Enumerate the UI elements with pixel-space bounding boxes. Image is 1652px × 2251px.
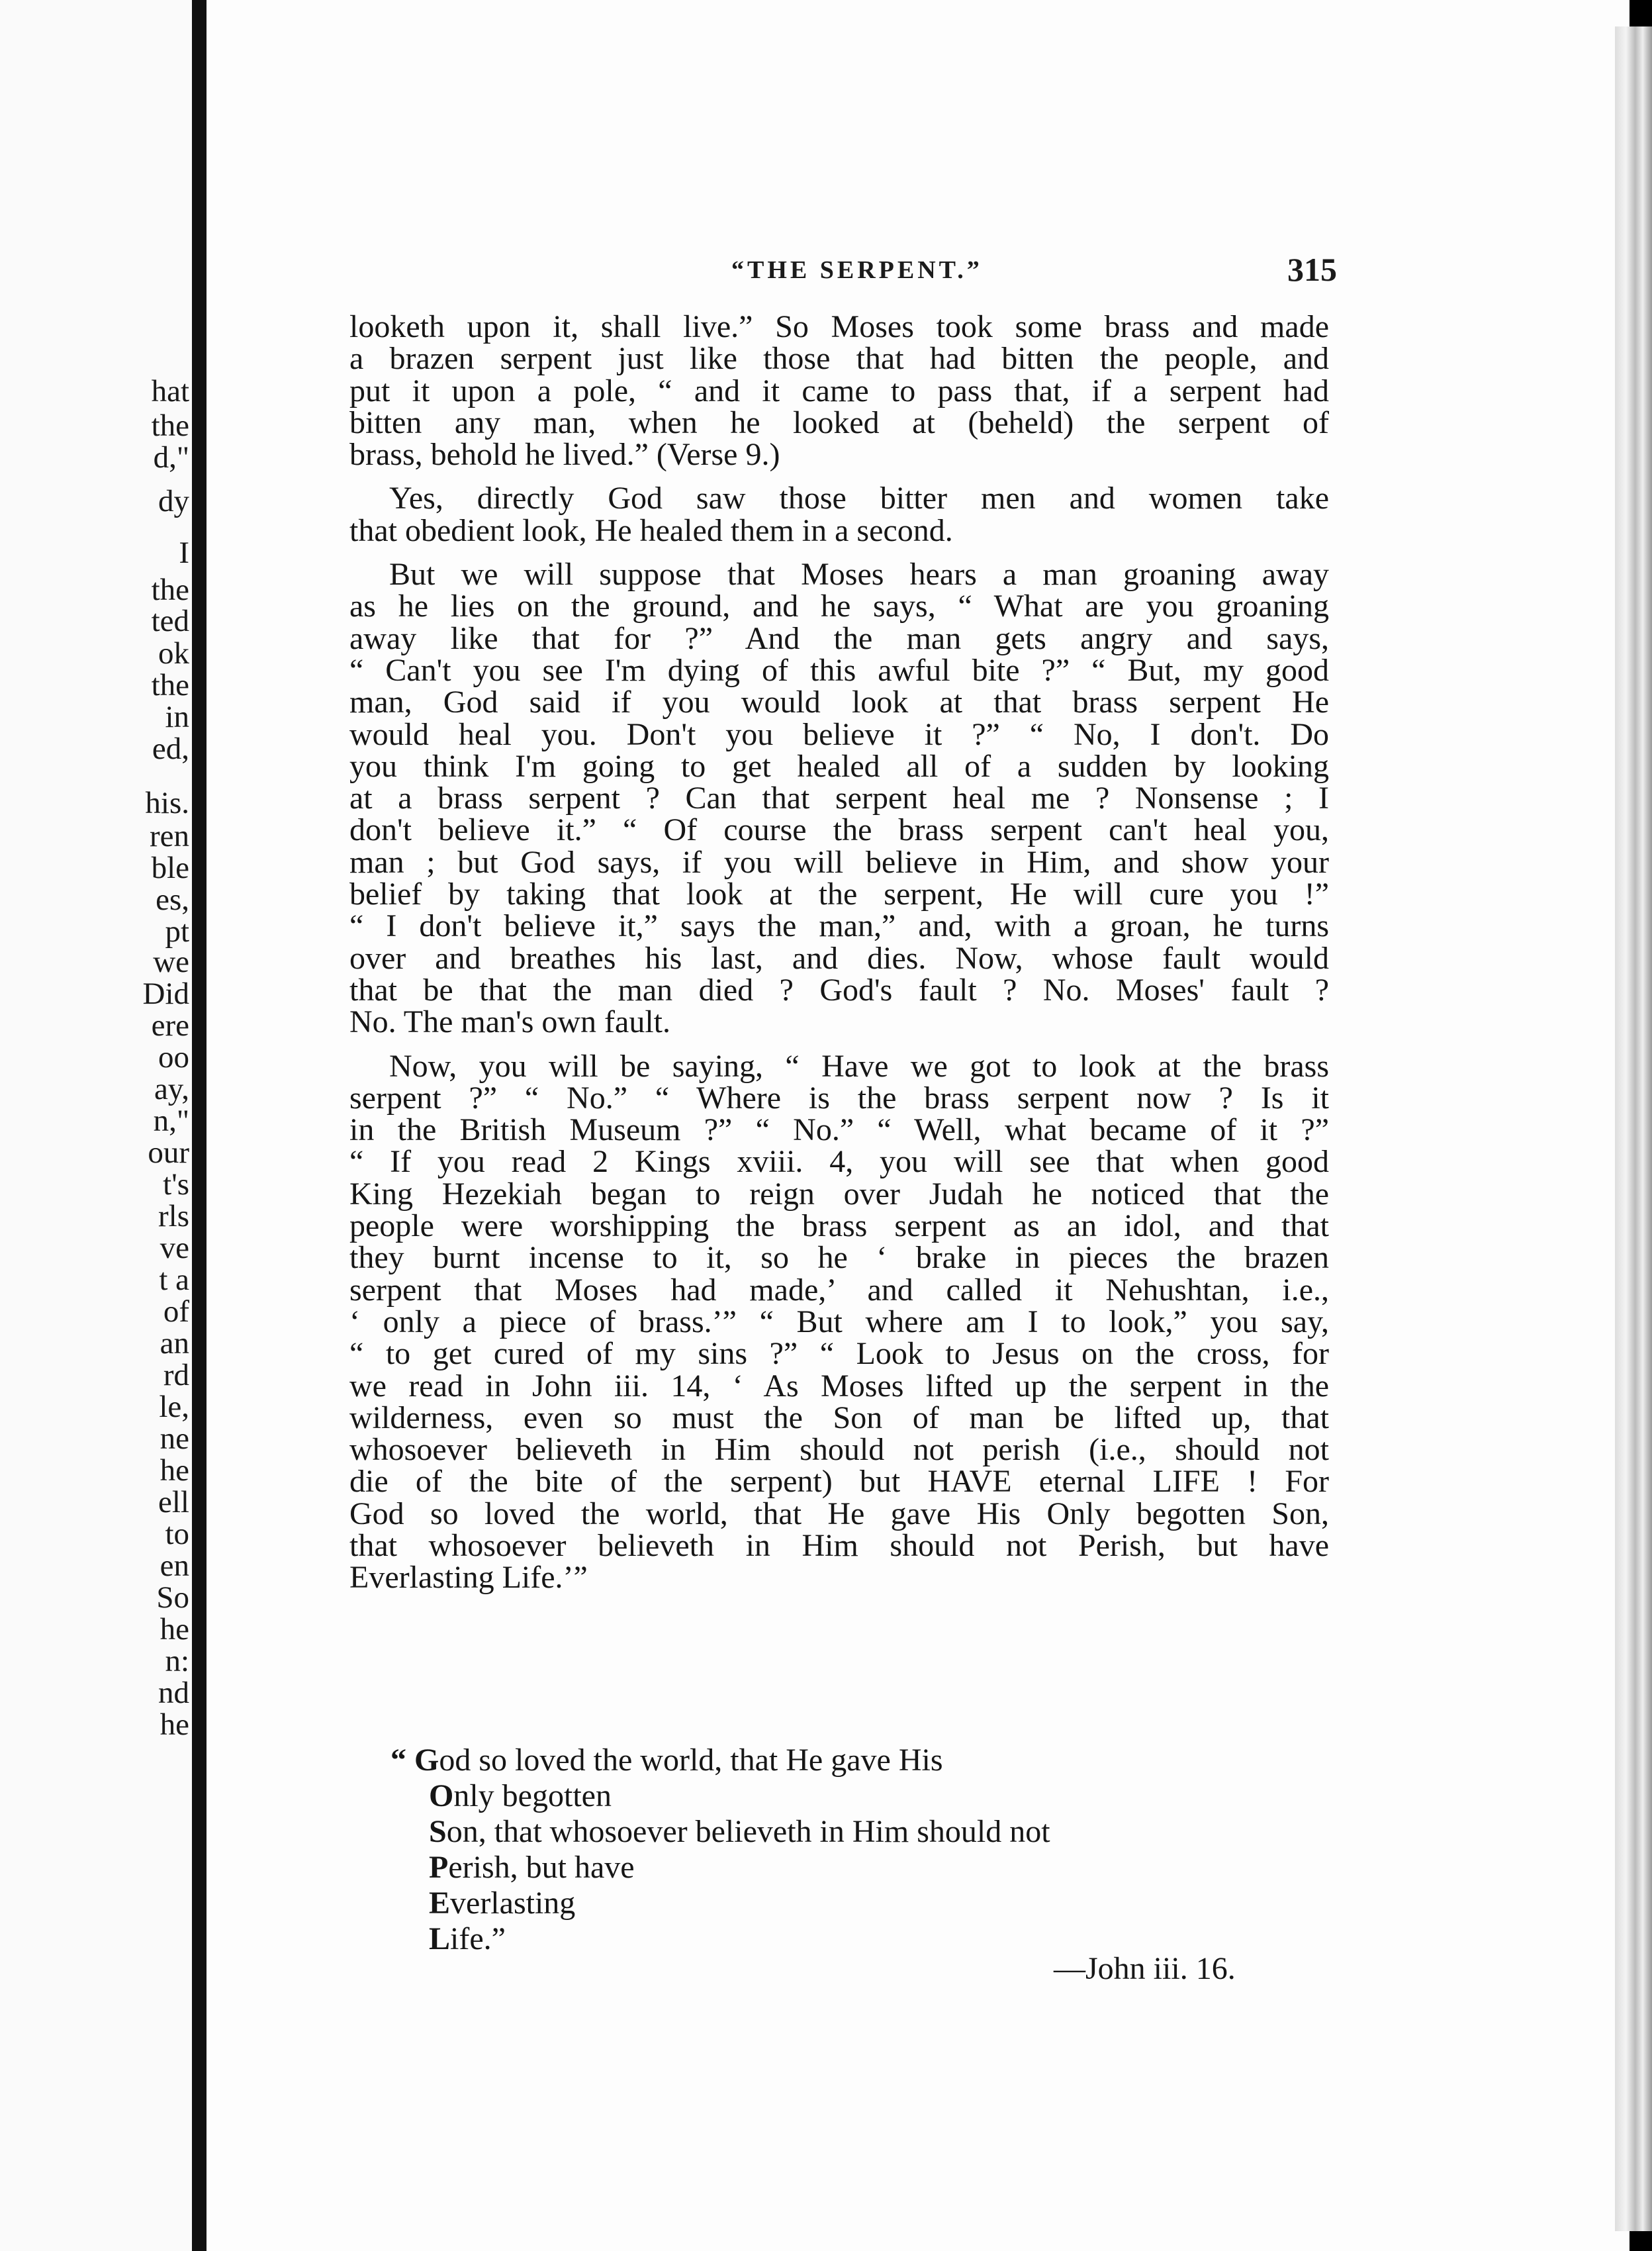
body-text-line: whosoever believeth in Him should not perish (i.e., should not [349, 1432, 1329, 1468]
verse-text: nly begotten [453, 1778, 612, 1813]
body-text-line: as he lies on the ground, and he says, “ What are you groaning [349, 589, 1329, 624]
verse-initial: O [429, 1778, 454, 1813]
verse-line [390, 1778, 1050, 1814]
previous-page-text-fragment: ed, [152, 732, 189, 766]
body-text-line: don't believe it.” “ Of course the brass serpent can't heal you, [349, 812, 1329, 848]
previous-page-text-fragment: ted [151, 604, 189, 638]
body-text-line: in the British Museum ?” “ No.” “ Well, what became of it ?” [349, 1112, 1329, 1148]
body-text-line: that obedient look, He healed them in a second. [349, 512, 953, 548]
acrostic-verse [390, 1743, 1050, 1957]
verse-line [390, 1850, 1050, 1886]
previous-page-text-fragment: ne [160, 1421, 189, 1456]
body-text-line: looketh upon it, shall live.” So Moses took some brass and made [349, 309, 1329, 344]
body-text [349, 311, 1329, 1594]
body-text-line: people were worshipping the brass serpent as an idol, and that [349, 1208, 1329, 1244]
body-text-line: that be that the man died ? God's fault ? No. Moses' fault ? [349, 972, 1329, 1008]
body-text-line: a brazen serpent just like those that had bitten the people, and [349, 341, 1329, 377]
previous-page-text-fragment: he [160, 1707, 189, 1742]
previous-page-text-fragment: le, [159, 1390, 189, 1424]
previous-page-text-fragment: ok [158, 636, 189, 671]
previous-page-text-fragment: to [165, 1517, 189, 1551]
body-text-line: wilderness, even so must the Son of man be lifted up, that [349, 1400, 1329, 1435]
previous-page-text-fragment: en [160, 1549, 189, 1583]
previous-page-text-fragment: n," [153, 1104, 189, 1138]
previous-page-text-fragment: Did [142, 977, 189, 1011]
body-text-line: man, God said if you would look at that brass serpent He [349, 685, 1329, 720]
previous-page-text-fragment: the [151, 408, 189, 443]
body-text-line: that whosoever believeth in Him should not Perish, but have [349, 1527, 1329, 1563]
previous-page-text-fragment: the [151, 668, 189, 702]
verse-line [390, 1886, 1050, 1921]
body-text-line: No. The man's own fault. [349, 1004, 671, 1040]
previous-page-text-fragment: he [160, 1453, 189, 1488]
verse-line [390, 1743, 1050, 1778]
verse-line [390, 1814, 1050, 1850]
body-text-line: man ; but God says, if you will believe in Him, and show your [349, 844, 1329, 880]
body-text-line: Yes, directly God saw those bitter men and women take [389, 481, 1329, 516]
previous-page-text-fragment: oo [158, 1040, 189, 1075]
body-text-line: “ If you read 2 Kings xviii. 4, you will see that when good [349, 1144, 1329, 1180]
previous-page-text-fragment: we [153, 945, 189, 979]
verse-initial: S [429, 1814, 447, 1849]
body-text-line: God so loved the world, that He gave His Only begotten Son, [349, 1496, 1329, 1531]
body-text-line: die of the bite of the serpent) but HAVE eternal LIFE ! For [349, 1464, 1329, 1500]
verse-text: erish, but have [448, 1850, 635, 1885]
previous-page-text-fragment: rls [158, 1199, 189, 1233]
previous-page-text-fragment: ren [149, 819, 189, 853]
previous-page-text-fragment: in [165, 700, 189, 734]
previous-page-text-fragment: I [179, 536, 189, 570]
previous-page-text-fragment: rd [163, 1358, 189, 1392]
body-text-line: away like that for ?” And the man gets angry and says, [349, 620, 1329, 656]
body-text-line: Everlasting Life.’” [349, 1560, 588, 1596]
previous-page-fragment [0, 0, 192, 2251]
verse-initial: L [429, 1921, 451, 1956]
previous-page-text-fragment: an [160, 1326, 189, 1361]
previous-page-text-fragment: ere [151, 1008, 189, 1043]
previous-page-text-fragment: he [160, 1612, 189, 1647]
previous-page-text-fragment: of [163, 1294, 189, 1329]
body-text-line: serpent ?” “ No.” “ Where is the brass serpent now ? Is it [349, 1080, 1329, 1116]
verse-initial: P [429, 1850, 449, 1885]
previous-page-text-fragment: n: [165, 1644, 189, 1678]
verse-text: on, that whosoever believeth in Him should not [446, 1814, 1050, 1849]
body-text-line: you think I'm going to get healed all of a sudden by looking [349, 748, 1329, 784]
verse-text: verlasting [450, 1886, 576, 1921]
verse-line [390, 1921, 1050, 1957]
body-text-line: they burnt incense to it, so he ‘ brake in pieces the brazen [349, 1240, 1329, 1276]
scripture-reference: —John iii. 16. [1054, 1951, 1236, 1986]
body-text-line: ‘ only a piece of brass.’” “ But where am I to look,” you say, [349, 1304, 1329, 1339]
previous-page-text-fragment: pt [165, 914, 189, 949]
book-gutter [192, 0, 206, 2251]
body-text-line: “ Can't you see I'm dying of this awful bite ?” “ But, my good [349, 652, 1329, 688]
verse-initial: E [429, 1886, 451, 1921]
previous-page-text-fragment: dy [158, 484, 189, 518]
previous-page-text-fragment: nd [158, 1676, 189, 1710]
verse-initial: “ G [390, 1743, 439, 1778]
body-text-line: “ to get cured of my sins ?” “ Look to Jesus on the cross, for [349, 1336, 1329, 1372]
verse-text: ife.” [450, 1921, 506, 1956]
previous-page-text-fragment: his. [145, 786, 189, 820]
previous-page-text-fragment: es, [156, 883, 189, 917]
body-text-line: But we will suppose that Moses hears a man groaning away [389, 557, 1329, 593]
page-edges [1615, 26, 1652, 2231]
previous-page-text-fragment: t's [163, 1167, 189, 1202]
previous-page-text-fragment: So [156, 1580, 189, 1615]
previous-page-text-fragment: ell [158, 1485, 189, 1519]
body-text-line: serpent that Moses had made,’ and called it Nehushtan, i.e., [349, 1272, 1329, 1308]
previous-page-text-fragment: ay, [154, 1072, 189, 1106]
previous-page-text-fragment: ble [151, 851, 189, 885]
previous-page-text-fragment: our [148, 1135, 189, 1170]
previous-page-text-fragment: ve [160, 1231, 189, 1265]
body-text-line: bitten any man, when he looked at (beheld) the serpent of [349, 405, 1329, 440]
body-text-line: over and breathes his last, and dies. Now, whose fault would [349, 940, 1329, 976]
running-head: “THE SERPENT.” [731, 256, 983, 284]
previous-page-text-fragment: the [151, 573, 189, 607]
previous-page-text-fragment: t a [159, 1263, 189, 1297]
verse-text: od so loved the world, that He gave His [439, 1743, 943, 1778]
body-text-line: belief by taking that look at the serpent, He will cure you !” [349, 877, 1329, 912]
previous-page-text-fragment: d," [153, 440, 189, 475]
body-text-line: would heal you. Don't you believe it ?” “ No, I don't. Do [349, 716, 1329, 752]
body-text-line: Now, you will be saying, “ Have we got to look at the brass [389, 1048, 1329, 1084]
previous-page-text-fragment: hat [151, 374, 189, 408]
body-text-line: “ I don't believe it,” says the man,” and, with a groan, he turns [349, 908, 1329, 944]
page-number: 315 [1287, 251, 1337, 288]
body-text-line: put it upon a pole, “ and it came to pass that, if a serpent had [349, 373, 1329, 408]
body-text-line: we read in John iii. 14, ‘ As Moses lifted up the serpent in the [349, 1368, 1329, 1404]
body-text-line: brass, behold he lived.” (Verse 9.) [349, 437, 780, 473]
body-text-line: King Hezekiah began to reign over Judah he noticed that the [349, 1176, 1329, 1212]
body-text-line: at a brass serpent ? Can that serpent heal me ? Nonsense ; I [349, 781, 1329, 816]
